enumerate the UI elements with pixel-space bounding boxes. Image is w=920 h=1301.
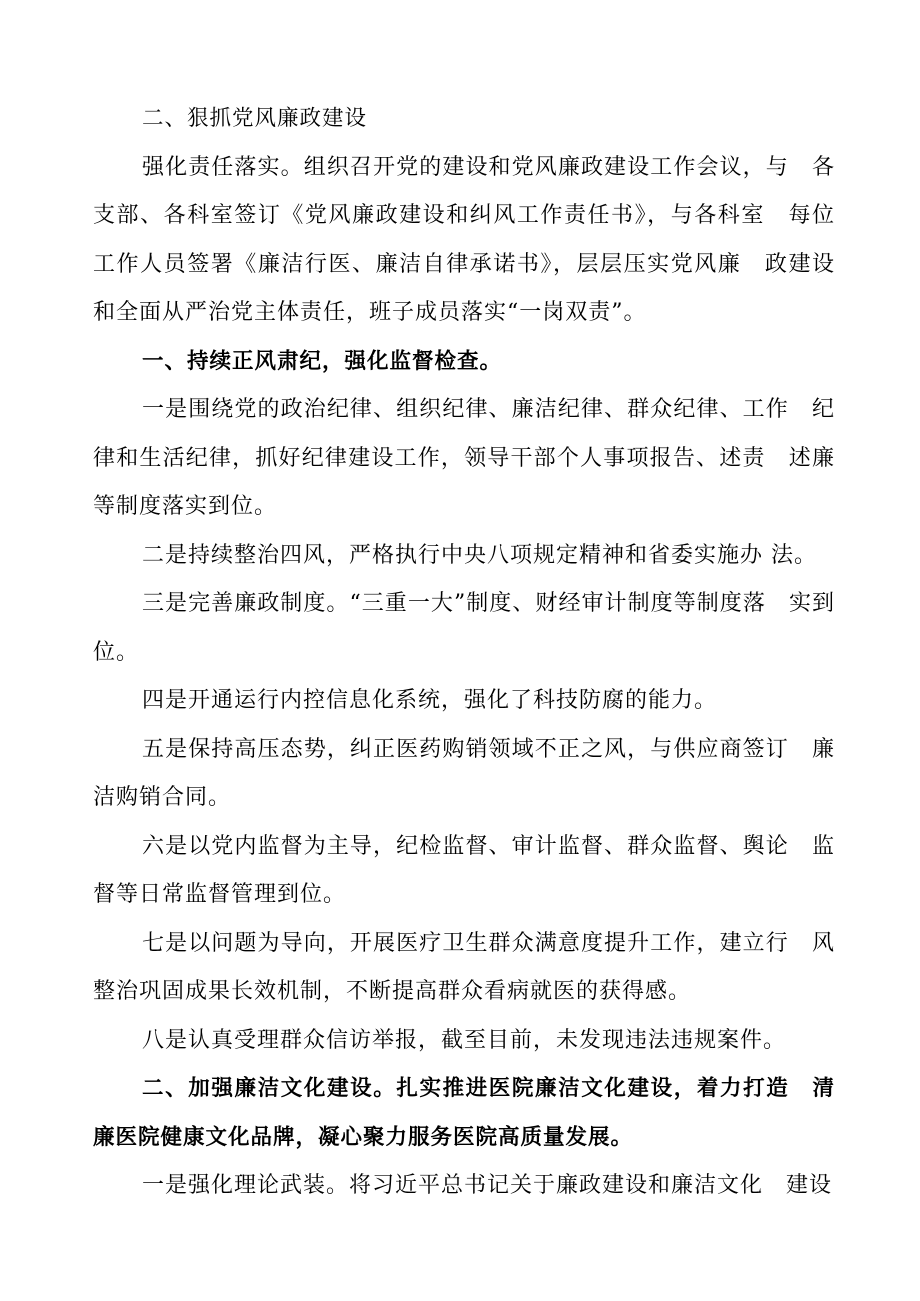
paragraph: 六是以党内监督为主导，纪检监督、审计监督、群众监督、舆论 监督等日常监督管理到位。 <box>93 833 835 907</box>
paragraph: 七是以问题为导向，开展医疗卫生群众满意度提升工作，建立行 风整治巩固成果长效机制，不断提高群众看病就医的获得感。 <box>93 930 835 1004</box>
subsection-heading: 一、持续正风肃纪，强化监督检查。 <box>142 348 503 374</box>
paragraph: 八是认真受理群众信访举报，截至目前，未发现违法违规案件。 <box>142 1027 787 1053</box>
paragraph: 二是持续整治四风，严格执行中央八项规定精神和省委实施办 法。 <box>142 542 817 568</box>
paragraph: 一是围绕党的政治纪律、组织纪律、廉洁纪律、群众纪律、工作 纪律和生活纪律，抓好纪律建设工作，领导干部个人事项报告、述责 述廉等制度落实到位。 <box>93 397 835 519</box>
document-body <box>93 95 835 1211</box>
subsection-heading: 二、加强廉洁文化建设。扎实推进医院廉洁文化建设，着力打造 清廉医院健康文化品牌，凝心聚力服务医院高质量发展。 <box>93 1076 835 1150</box>
paragraph: 三是完善廉政制度。“三重一大”制度、财经审计制度等制度落 实到位。 <box>93 591 835 665</box>
paragraph: 五是保持高压态势，纠正医药购销领域不正之风，与供应商签订 廉洁购销合同。 <box>93 736 835 810</box>
paragraph: 强化责任落实。组织召开党的建设和党风廉政建设工作会议，与 各支部、各科室签订《党风廉政建设和纠风工作责任书》，与各科室 每位工作人员签署《廉洁行医、廉洁自律承诺书》，层层压实党风廉 政建设和全面从严治党主体责任，班子成员落实“一岗双责”。 <box>93 154 835 325</box>
paragraph: 一是强化理论武装。将习近平总书记关于廉政建设和廉洁文化 建设 <box>142 1173 833 1198</box>
section-heading: 二、狠抓党风廉政建设 <box>142 106 368 131</box>
paragraph: 四是开通运行内控信息化系统，强化了科技防腐的能力。 <box>142 688 718 713</box>
